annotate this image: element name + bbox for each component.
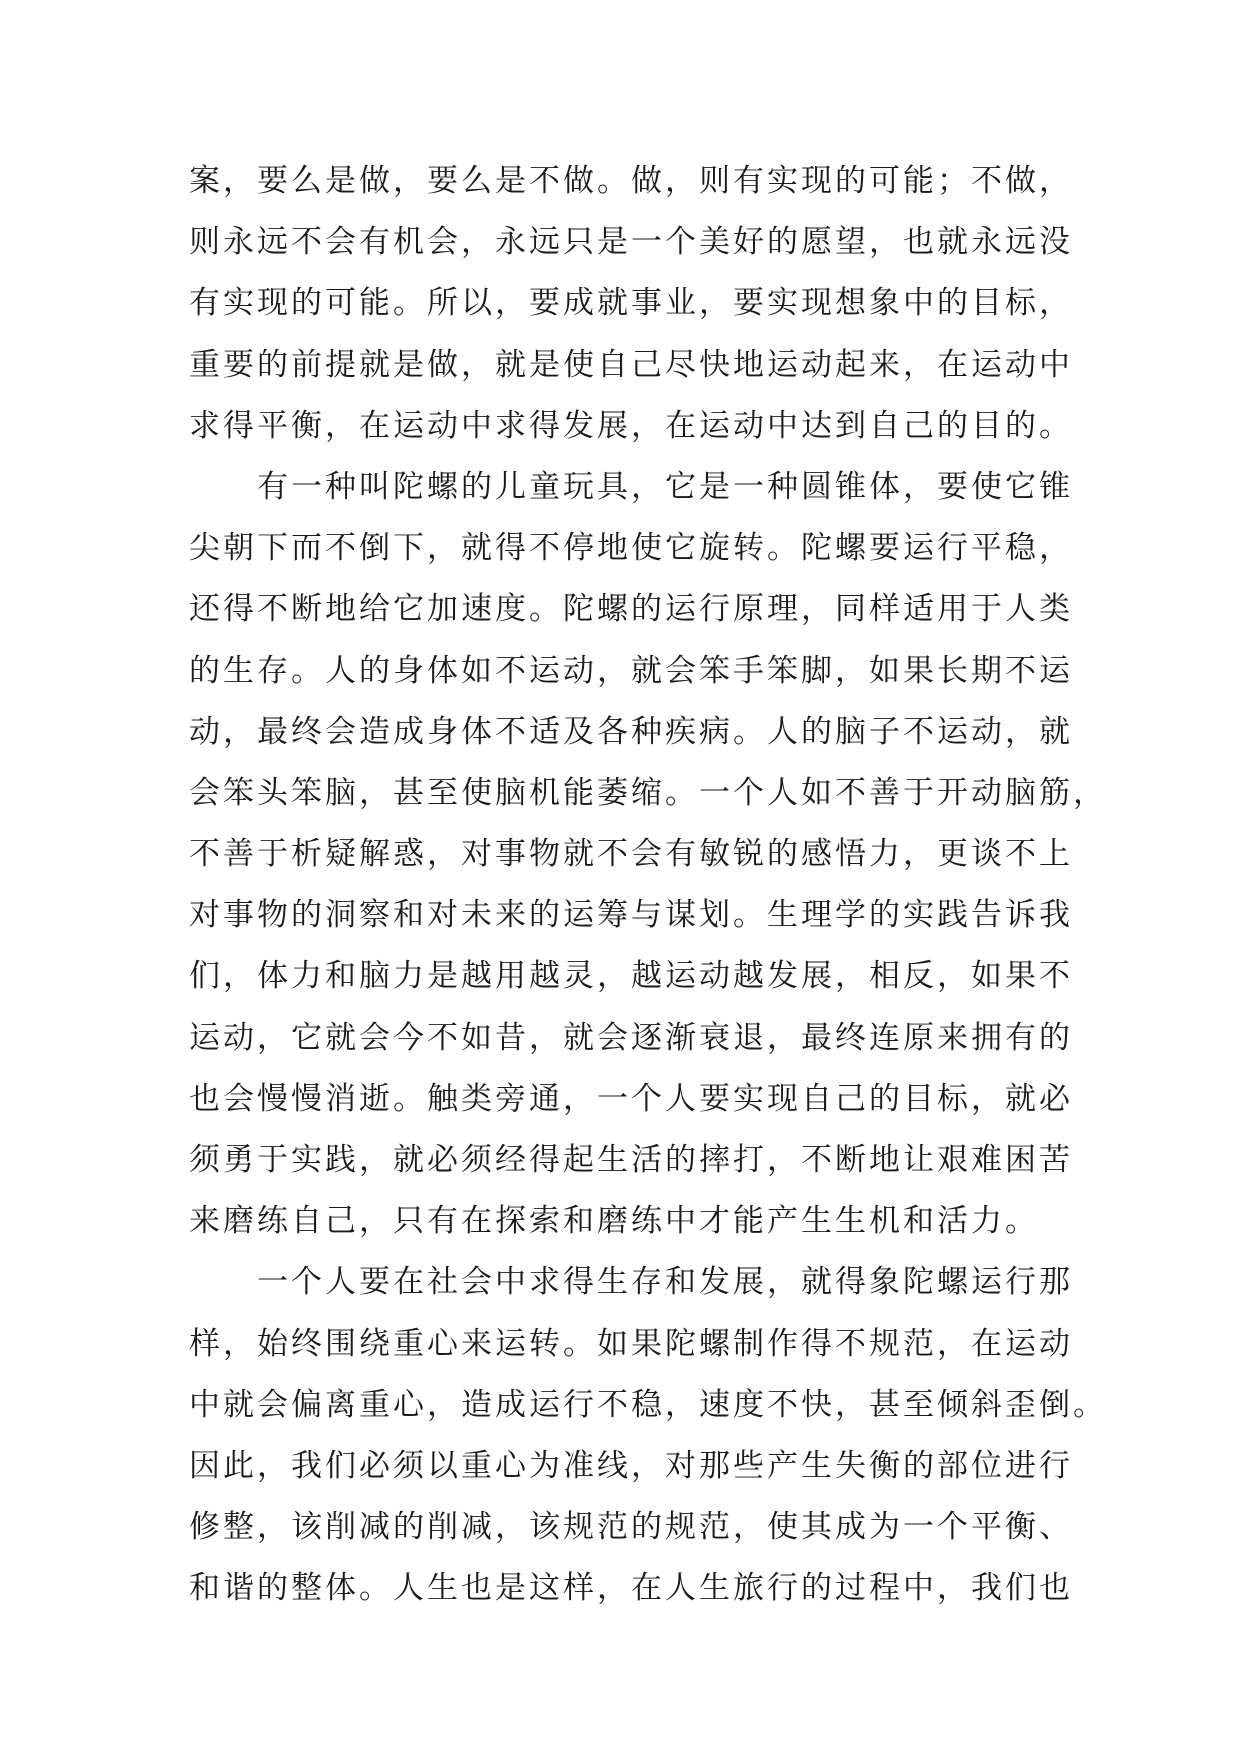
- text-line: 的生存。人的身体如不运动，就会笨手笨脚，如果长期不运: [189, 652, 1073, 689]
- text-line: 也会慢慢消逝。触类旁通，一个人要实现自己的目标，就必: [189, 1080, 1073, 1117]
- text-line: 尖朝下而不倒下，就得不停地使它旋转。陀螺要运行平稳，: [189, 530, 1073, 567]
- text-line: 中就会偏离重心，造成运行不稳，速度不快，甚至倾斜歪倒。: [189, 1386, 1107, 1423]
- text-line: 还得不断地给它加速度。陀螺的运行原理，同样适用于人类: [189, 591, 1073, 628]
- text-line: 因此，我们必须以重心为准线，对那些产生失衡的部位进行: [189, 1447, 1073, 1484]
- body-text: [189, 151, 1107, 1620]
- text-line: 不善于析疑解惑，对事物就不会有敏锐的感悟力，更谈不上: [189, 836, 1073, 873]
- text-line: 修整，该削减的削减，该规范的规范，使其成为一个平衡、: [189, 1509, 1073, 1546]
- text-line: 有实现的可能。所以，要成就事业，要实现想象中的目标，: [189, 285, 1073, 322]
- text-line: 有一种叫陀螺的儿童玩具，它是一种圆锥体，要使它锥: [189, 468, 1073, 505]
- text-line: 会笨头笨脑，甚至使脑机能萎缩。一个人如不善于开动脑筋，: [189, 774, 1107, 811]
- text-line: 须勇于实践，就必须经得起生活的摔打，不断地让艰难困苦: [189, 1142, 1073, 1178]
- text-line: 重要的前提就是做，就是使自己尽快地运动起来，在运动中: [189, 346, 1073, 383]
- text-line: 对事物的洞察和对未来的运筹与谋划。生理学的实践告诉我: [189, 897, 1073, 934]
- text-line: 们，体力和脑力是越用越灵，越运动越发展，相反，如果不: [189, 958, 1073, 995]
- text-line: 一个人要在社会中求得生存和发展，就得象陀螺运行那: [189, 1264, 1073, 1301]
- text-line: 动，最终会造成身体不适及各种疾病。人的脑子不运动，就: [189, 713, 1073, 750]
- text-line: 来磨练自己，只有在探索和磨练中才能产生生机和活力。: [189, 1203, 1039, 1240]
- text-line: 求得平衡，在运动中求得发展，在运动中达到自己的目的。: [189, 407, 1073, 444]
- text-line: 和谐的整体。人生也是这样，在人生旅行的过程中，我们也: [189, 1570, 1073, 1607]
- text-line: 则永远不会有机会，永远只是一个美好的愿望，也就永远没: [189, 224, 1073, 261]
- text-line: 案，要么是做，要么是不做。做，则有实现的可能；不做，: [189, 163, 1073, 199]
- text-line: 样，始终围绕重心来运转。如果陀螺制作得不规范，在运动: [189, 1325, 1073, 1362]
- text-line: 运动，它就会今不如昔，就会逐渐衰退，最终连原来拥有的: [189, 1019, 1073, 1056]
